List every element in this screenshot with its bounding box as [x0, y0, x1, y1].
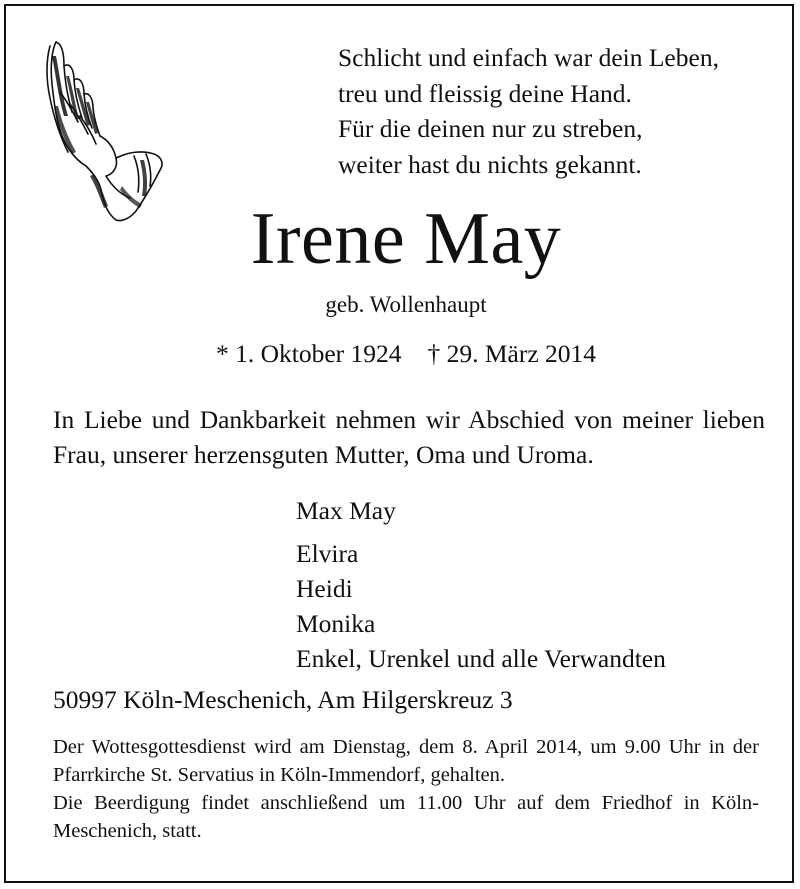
address: 50997 Köln-Meschenich, Am Hilgerskreuz 3 [53, 685, 513, 714]
deceased-name: Irene May [250, 198, 562, 280]
birth-date: * 1. Oktober 1924 [215, 339, 402, 368]
mourner-name: Enkel, Urenkel und alle Verwandten [296, 644, 666, 673]
mourners-list [296, 493, 786, 676]
poem-line: Für die deinen nur zu streben, [338, 114, 643, 143]
poem-line: weiter hast du nichts gekannt. [338, 149, 642, 179]
service-info [53, 733, 759, 845]
mourner-name: Heidi [296, 574, 353, 603]
maiden-name: geb. Wollenhaupt [325, 292, 487, 317]
poem [338, 40, 778, 182]
death-date: † 29. März 2014 [427, 339, 597, 368]
poem-line: treu und fleissig deine Hand. [338, 78, 632, 108]
mourner-name: Monika [296, 609, 376, 638]
farewell-text: In Liebe und Dankbarkeit nehmen wir Abschied von meiner lieben Frau, unserer herzensguten Mutter, Oma und Uroma. [53, 405, 765, 469]
poem-line: Schlicht und einfach war dein Leben, [338, 43, 719, 72]
obituary-frame [4, 4, 794, 883]
life-dates [6, 337, 800, 371]
burial-text: Die Beerdigung findet anschließend um 11.00 Uhr auf dem Friedhof in Köln-Meschenich, statt. [53, 792, 759, 842]
mourner-name: Elvira [296, 539, 359, 568]
service-text: Der Wottesgottesdienst wird am Dienstag, dem 8. April 2014, um 9.00 Uhr in der Pfarrkirche St. Servatius in Köln-Immendorf, gehalten. [53, 736, 759, 786]
mourner-name: Max May [296, 496, 396, 525]
